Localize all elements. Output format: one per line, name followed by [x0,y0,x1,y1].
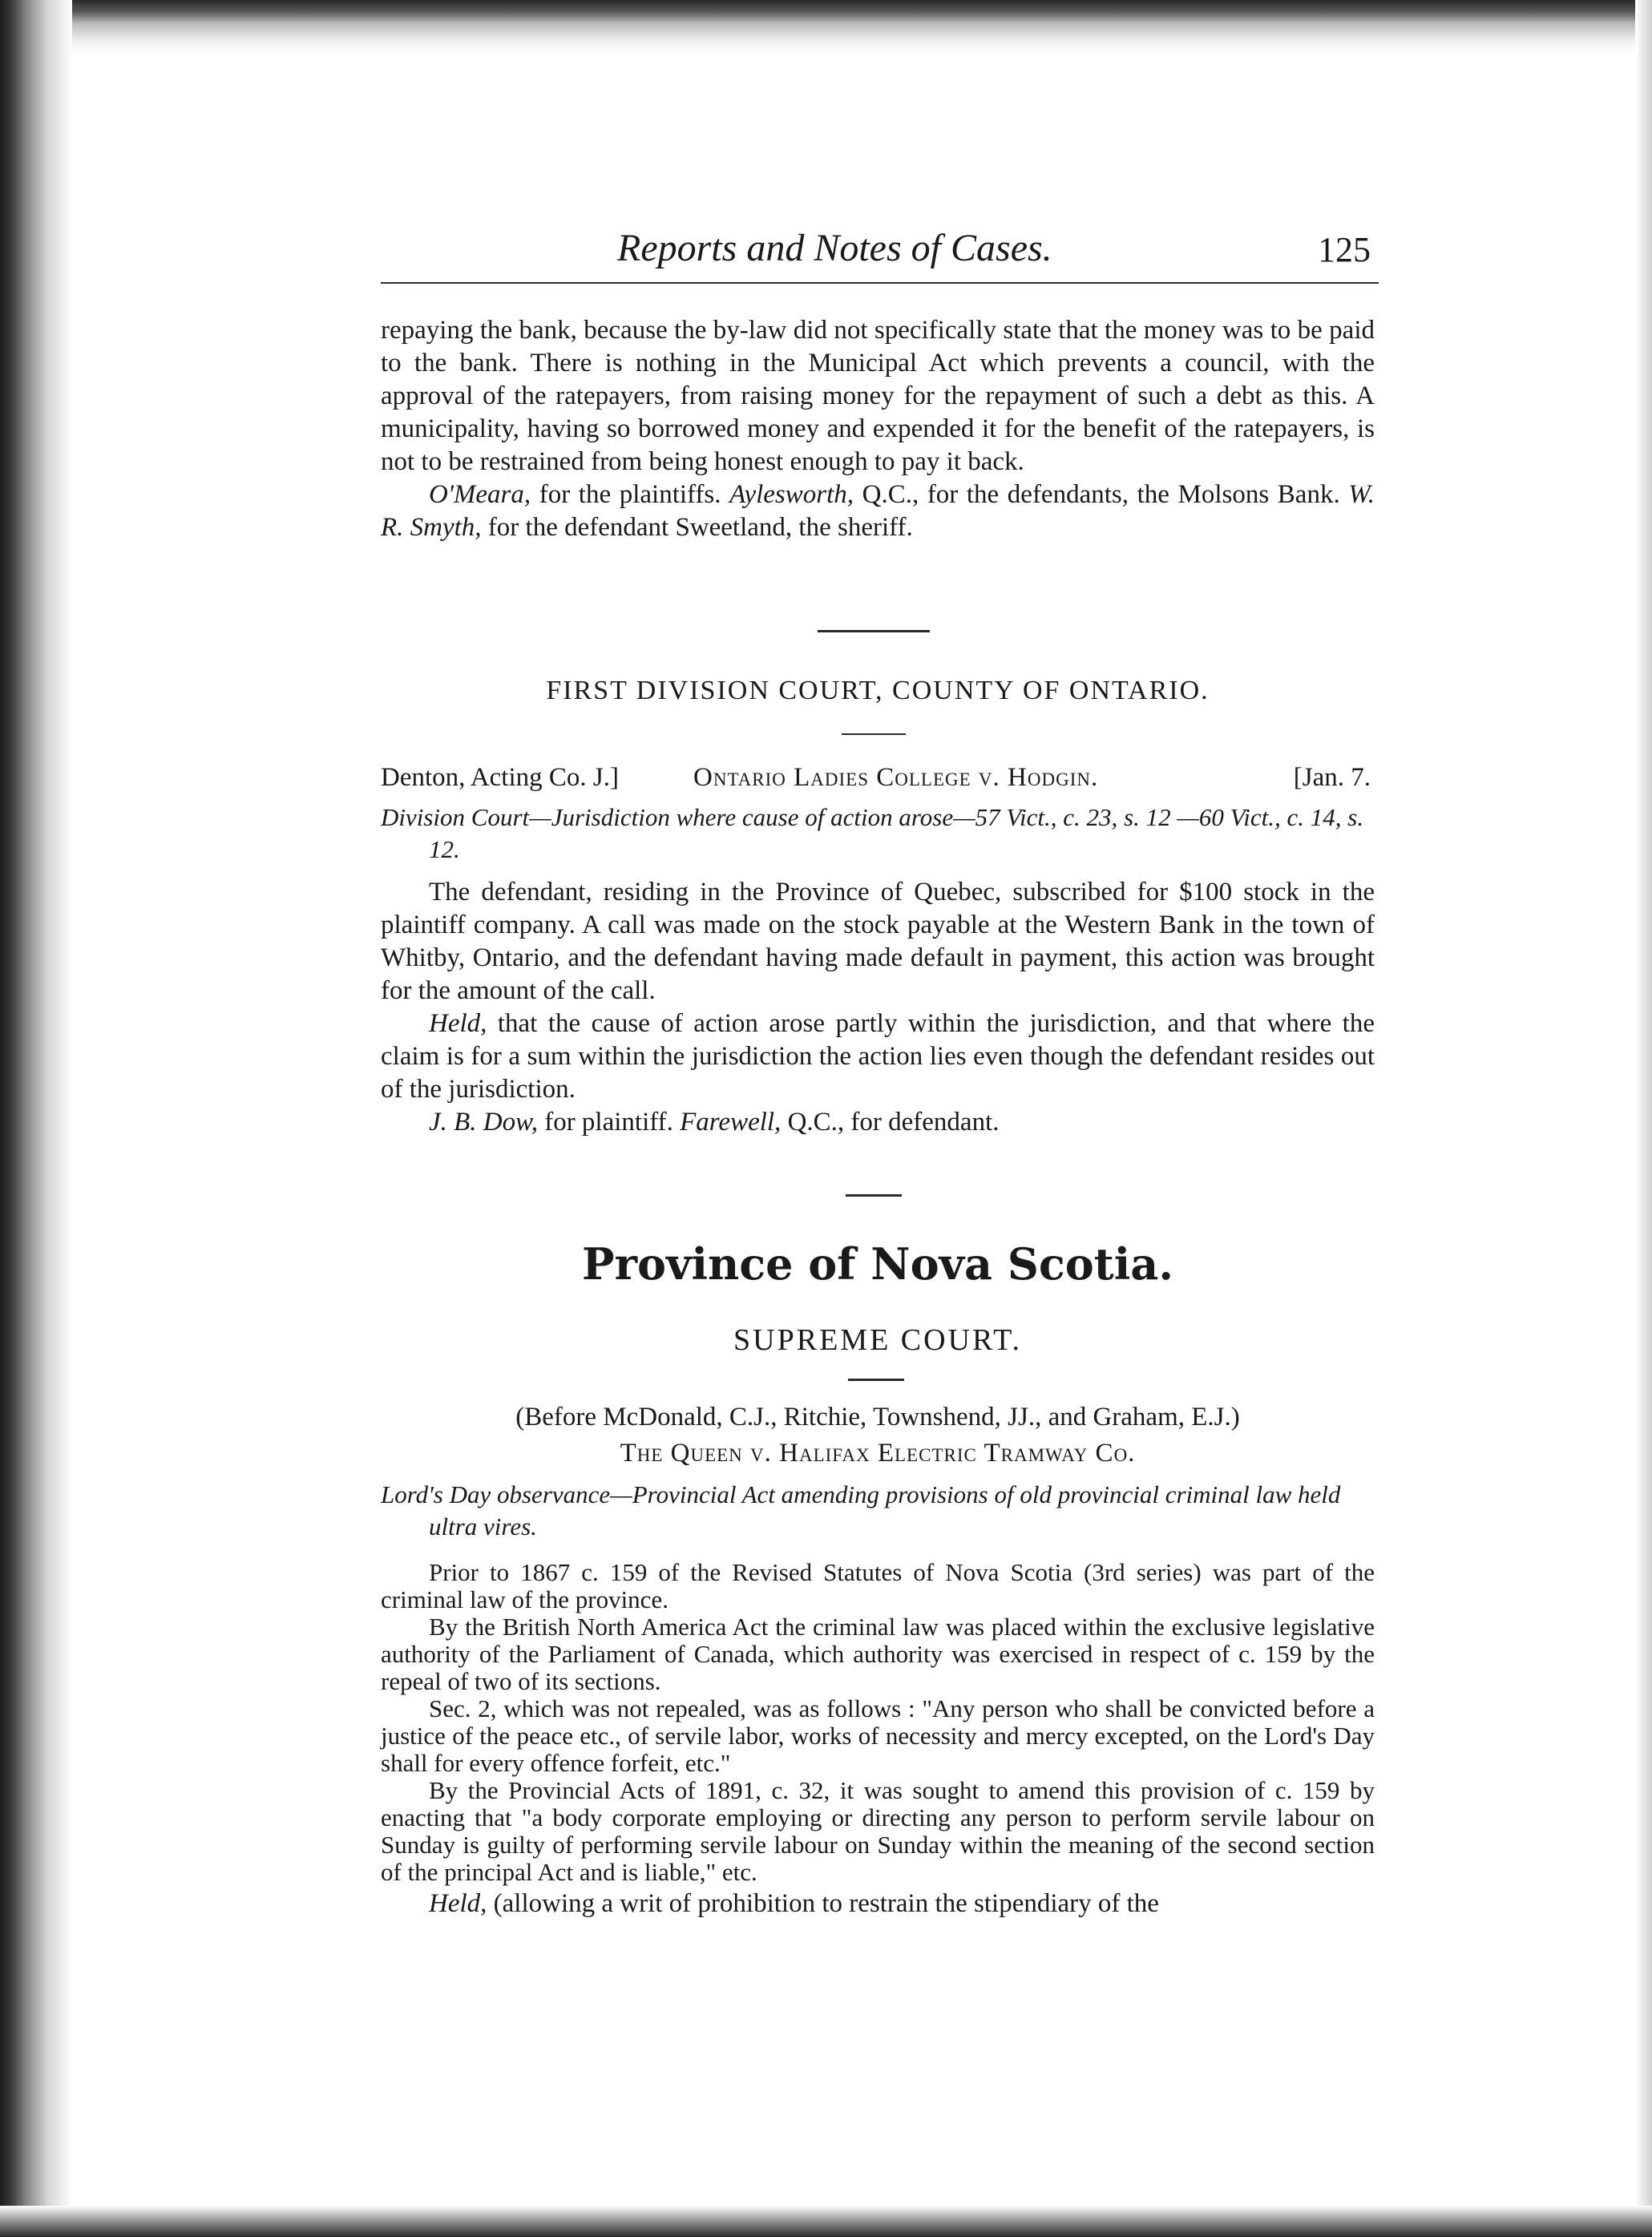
header-rule [381,282,1379,284]
scan-edge-left [0,0,72,2237]
case3-paragraph: Prior to 1867 c. 159 of the Revised Statutes of Nova Scotia (3rd series) was part of the criminal law of the province. [381,1558,1375,1613]
case2-facts: The defendant, residing in the Province of Quebec, subscribed for $100 stock in the plaintiff company. A call was made on the stock payable at the Western Bank in the town of Whitby, Ontario, and the defendant having made default in payment, this action was brought for the amount of the call. [381,878,1375,1005]
running-head [377,226,1379,274]
heading-rule [842,733,906,735]
section-divider [846,1194,902,1197]
case1-text [381,314,1375,544]
case1-paragraph: repaying the bank, because the by-law did not specifically state that the money was to be paid to the bank. There is nothing in the Municipal Act which prevents a council, with the approval of the ratepayers, from raising money for the repayment of such a debt as this. A municipality, having so borrowed money and expended it for the benefit of the ratepayers, is not to be restrained from being honest enough to pay it back. [381,316,1375,476]
case3-held: Held, (allowing a writ of prohibition to restrain the stipendiary of the [429,1889,1159,1918]
supreme-court-heading: SUPREME COURT. [733,1323,1022,1357]
bench: (Before McDonald, C.J., Ritchie, Townshend, JJ., and Graham, E.J.) [515,1403,1240,1431]
heading-rule [848,1379,904,1381]
counsel-name: Farewell, [680,1108,782,1137]
page-number: 125 [1318,230,1371,269]
counsel-name: J. B. Dow, [429,1108,538,1137]
section-divider [818,630,930,632]
case3-paragraph: By the Provincial Acts of 1891, c. 32, it was sought to amend this provision of c. 159 by enacting that "a body corporate employing or directing any person to perform servile labour on Sunday is guilty of performing servile labour on Sunday within the meaning of the second section of the principal Act and is liable," etc. [381,1776,1375,1886]
province-heading: Province of Nova Scotia. [582,1238,1173,1290]
counsel-name: O'Meara, [429,480,531,509]
scan-edge-top [0,0,1652,56]
court-heading: FIRST DIVISION COURT, COUNTY OF ONTARIO. [546,676,1210,705]
case3-paragraph: Sec. 2, which was not repealed, was as follows : "Any person who shall be convicted before a justice of the peace etc., of servile labor, works of necessity and mercy excepted, on the Lord's Day shall for every offence forfeit, etc." [381,1694,1375,1777]
case2-caption [381,763,1379,798]
case3-paragraph: By the British North America Act the criminal law was placed within the exclusive legislative authority of the Parliament of Canada, which authority was exercised in respect of c. 159 by the repeal of two of its sections. [381,1613,1375,1695]
case2-counsel: J. B. Dow, for plaintiff. Farewell, Q.C., for defendant. [429,1108,1000,1137]
case3-title: The Queen v. Halifax Electric Tramway Co. [620,1439,1136,1468]
headnote: Division Court—Jurisdiction where cause of action arose—57 Vict., c. 23, s. 12 —60 Vict., c. 14, s. 12. [381,803,1364,863]
case3-headnote: Lord's Day observance—Provincial Act amending provisions of old provincial criminal law held ultra vires. [381,1480,1341,1540]
case-date: [Jan. 7. [1293,763,1371,792]
counsel-name: W. R. Smyth, [381,480,1375,542]
case1-counsel: O'Meara, for the plaintiffs. Aylesworth, Q.C., for the defendants, the Molsons Bank. W. R. Smyth, for the defendant Sweetland, the sheriff. [381,480,1375,542]
scan-edge-bottom [0,2206,1652,2237]
case2-text [381,876,1375,1139]
case2-held: Held, that the cause of action arose partly within the jurisdiction, and that where the claim is for a sum within the jurisdiction the action lies even though the defendant resides out of the jurisdiction. [381,1009,1375,1104]
case3-text [381,1559,1375,1920]
judge-name: Denton, Acting Co. J.] [381,763,619,792]
scan-edge-right [1635,0,1652,2237]
counsel-name: Aylesworth, [729,480,854,509]
case-title: Ontario Ladies College v. Hodgin. [693,763,1099,792]
running-head-title: Reports and Notes of Cases. [617,227,1052,269]
